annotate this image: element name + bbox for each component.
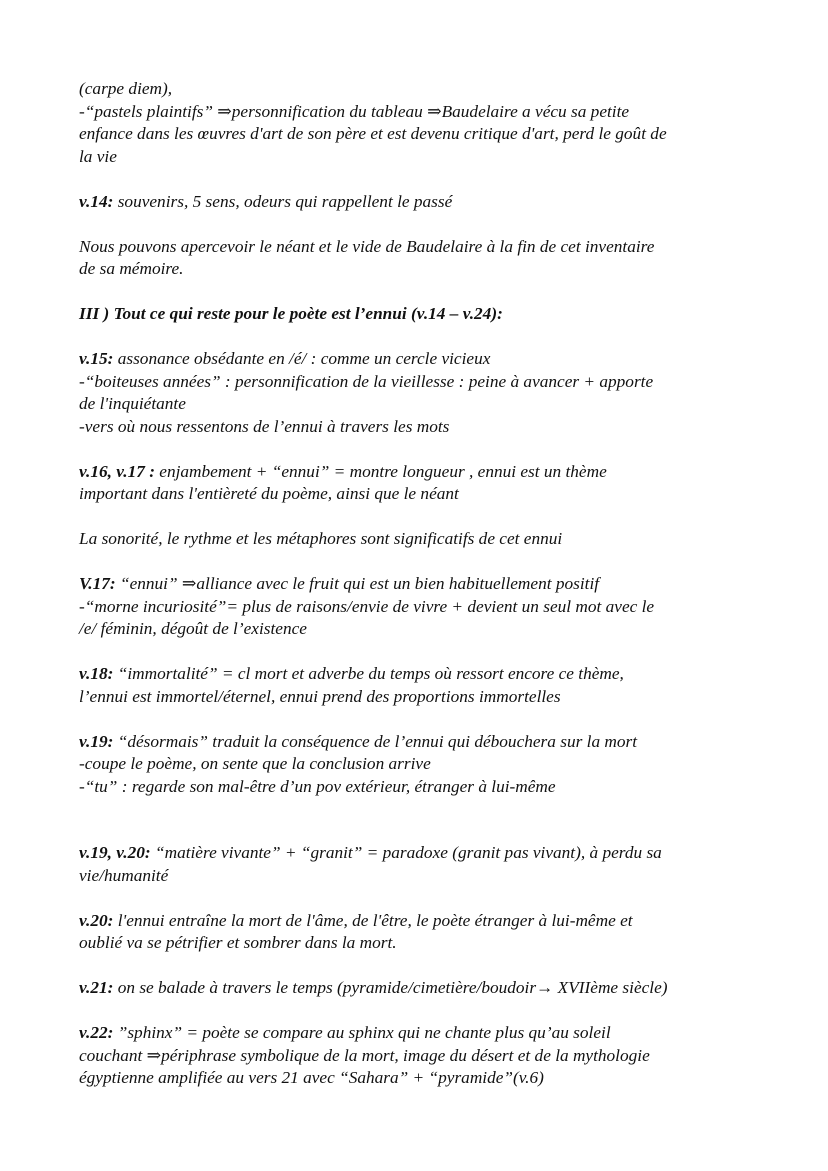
text-line — [79, 123, 759, 146]
text-segment: “ennui” ⇒alliance avec le fruit qui est un bien habituellement positif — [115, 574, 600, 593]
verse-reference: v.16, v.17 : — [79, 461, 155, 481]
text-line — [79, 393, 759, 416]
text-line — [79, 303, 759, 326]
text-line — [79, 618, 759, 641]
text-segment: l’ennui est immortel/éternel, ennui prend des proportions immortelles — [79, 686, 561, 706]
text-line — [79, 977, 759, 1000]
verse-reference: V.17: — [79, 574, 116, 593]
text-line — [79, 258, 759, 281]
text-line — [79, 731, 759, 754]
paragraph — [79, 663, 759, 708]
text-segment: -“pastels plaintifs” ⇒personnification du tableau ⇒Baudelaire a vécu sa petite — [79, 101, 630, 121]
text-line — [79, 686, 759, 709]
text-segment: La sonorité, le rythme et les métaphores sont significatifs de cet ennui — [79, 529, 563, 548]
text-segment: “immortalité” = cl mort et adverbe du temps où ressort encore ce thème, — [113, 664, 624, 683]
verse-reference: v.18: — [79, 664, 114, 683]
text-line — [79, 1067, 759, 1090]
text-segment: -“tu” : regarde son mal-être d’un pov extérieur, étranger à lui-même — [79, 776, 556, 796]
paragraph — [79, 191, 759, 214]
paragraph — [79, 910, 759, 955]
paragraph — [79, 461, 759, 506]
verse-reference: v.20: — [79, 910, 114, 930]
text-line — [79, 191, 759, 214]
text-segment: couchant ⇒périphrase symbolique de la mort, image du désert et de la mythologie — [79, 1045, 650, 1065]
verse-reference: v.15: — [79, 349, 114, 368]
text-segment: enfance dans les œuvres d'art de son père et est devenu critique d'art, perd le goût de — [79, 124, 667, 143]
text-line — [79, 573, 759, 596]
text-line — [79, 101, 759, 124]
text-line — [79, 483, 759, 506]
paragraph — [79, 303, 759, 326]
paragraph — [79, 977, 759, 1000]
text-segment: oublié va se pétrifier et sombrer dans la mort. — [79, 933, 397, 952]
text-segment: souvenirs, 5 sens, odeurs qui rappellent le passé — [113, 191, 453, 211]
text-line — [79, 776, 759, 799]
paragraph — [79, 236, 759, 281]
paragraph — [79, 842, 759, 887]
text-line — [79, 528, 759, 551]
text-line — [79, 842, 759, 865]
verse-reference: v.19, v.20: — [79, 843, 151, 862]
paragraph — [79, 1022, 759, 1090]
text-segment: -“morne incuriosité”= plus de raisons/envie de vivre + devient un seul mot avec le — [79, 596, 655, 616]
text-segment: “matière vivante” + “granit” = paradoxe (granit pas vivant), à perdu sa — [150, 843, 662, 862]
text-segment: de sa mémoire. — [79, 259, 184, 278]
verse-reference: v.19: — [79, 731, 114, 751]
verse-reference: v.14: — [79, 191, 114, 211]
text-segment: important dans l'entièreté du poème, ainsi que le néant — [79, 484, 459, 503]
text-segment: /e/ féminin, dégoût de l’existence — [79, 619, 307, 638]
text-line — [79, 461, 759, 484]
verse-reference: v.21: — [79, 978, 114, 997]
verse-reference: III ) Tout ce qui reste pour le poète est l’ennui (v.14 – v.24): — [79, 304, 503, 323]
text-line — [79, 910, 759, 933]
text-segment: enjambement + “ennui” = montre longueur , ennui est un thème — [154, 461, 607, 481]
text-segment: assonance obsédante en /é/ : comme un cercle vicieux — [113, 349, 491, 368]
text-line — [79, 236, 759, 259]
text-line — [79, 753, 759, 776]
paragraph — [79, 78, 759, 168]
text-line — [79, 78, 759, 101]
text-segment: l'ennui entraîne la mort de l'âme, de l'être, le poète étranger à lui-même et — [113, 910, 633, 930]
text-segment: -vers où nous ressentons de l’ennui à travers les mots — [79, 416, 450, 436]
text-segment: Nous pouvons apercevoir le néant et le vide de Baudelaire à la fin de cet inventaire — [79, 236, 655, 256]
text-segment: de l'inquiétante — [79, 394, 186, 413]
text-line — [79, 932, 759, 955]
text-segment: la vie — [79, 146, 117, 166]
text-line — [79, 1045, 759, 1068]
text-segment: égyptienne amplifiée au vers 21 avec “Sahara” + “pyramide”(v.6) — [79, 1068, 544, 1087]
text-segment: ”sphinx” = poète se compare au sphinx qui ne chante plus qu’au soleil — [113, 1023, 611, 1042]
text-line — [79, 146, 759, 169]
text-segment: vie/humanité — [79, 865, 169, 885]
paragraph — [79, 528, 759, 551]
text-line — [79, 865, 759, 888]
paragraph — [79, 573, 759, 641]
text-segment: “désormais” traduit la conséquence de l’ennui qui débouchera sur la mort — [113, 731, 638, 751]
text-line — [79, 371, 759, 394]
text-line — [79, 1022, 759, 1045]
text-segment: on se balade à travers le temps (pyramide/cimetière/boudoir→ XVIIème siècle) — [113, 978, 668, 997]
text-segment: -coupe le poème, on sente que la conclusion arrive — [79, 754, 431, 773]
paragraph — [79, 348, 759, 438]
paragraph — [79, 731, 759, 799]
verse-reference: v.22: — [79, 1023, 114, 1042]
text-line — [79, 348, 759, 371]
text-line — [79, 416, 759, 439]
document-page — [79, 78, 759, 1112]
text-segment: (carpe diem), — [79, 79, 173, 98]
text-line — [79, 596, 759, 619]
text-line — [79, 663, 759, 686]
text-segment: -“boiteuses années” : personnification de la vieillesse : peine à avancer + apporte — [79, 371, 654, 391]
